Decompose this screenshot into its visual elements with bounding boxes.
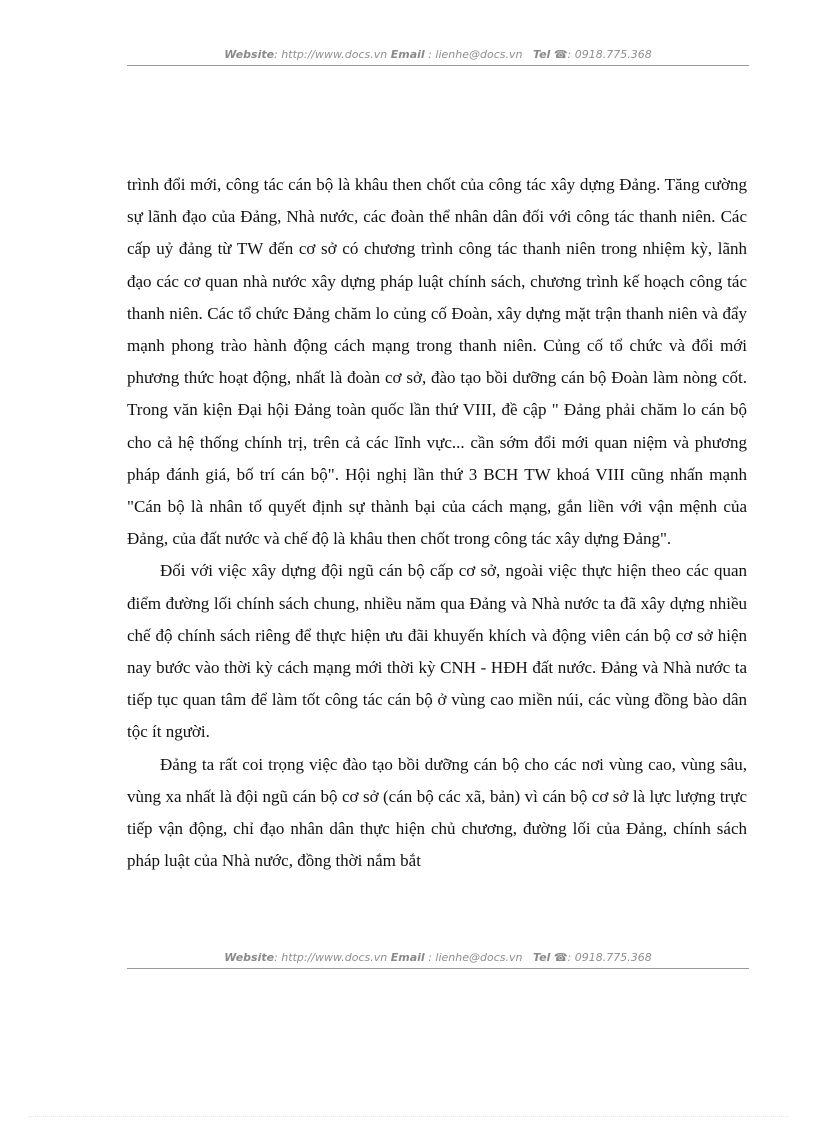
footer-website-label: Website	[224, 951, 275, 964]
footer-divider	[127, 968, 749, 969]
header-website-link[interactable]: : http://www.docs.vn	[274, 48, 388, 61]
footer-tel-label: Tel	[532, 951, 551, 964]
paragraph-training-cadres: Đảng ta rất coi trọng việc đào tạo bồi dưỡng cán bộ cho các nơi vùng cao, vùng sâu, vùng xa nhất là đội ngũ cán bộ cơ sở (cán bộ các xã, bản) vì cán bộ cơ sở là lực lượng trực tiếp vận động, chỉ đạo nhân dân thực hiện chủ chương, đường lối của Đảng, chính sách pháp luật của Nhà nước, đồng thời nắm bắt	[127, 754, 747, 871]
page-bottom-edge	[28, 1116, 788, 1117]
page-header	[127, 48, 749, 61]
header-website-label: Website	[224, 48, 275, 61]
header-email-label: Email	[390, 48, 425, 61]
phone-icon: ☎	[553, 48, 568, 61]
paragraph-grassroots-cadres: Đối với việc xây dựng đội ngũ cán bộ cấp cơ sở, ngoài việc thực hiện theo các quan điểm đường lối chính sách chung, nhiều năm qua Đảng và Nhà nước ta đã xây dựng nhiều chế độ chính sách riêng để thực hiện ưu đãi khuyến khích và động viên cán bộ cơ sở hiện nay bước vào thời kỳ cách mạng mới thời kỳ CNH - HĐH đất nước. Đảng và Nhà nước ta tiếp tục quan tâm để làm tốt công tác cán bộ ở vùng cao miền núi, các vùng đồng bào dân tộc ít người.	[127, 561, 747, 742]
paragraph-continuation: trình đổi mới, công tác cán bộ là khâu then chốt của công tác xây dựng Đảng. Tăng cường sự lãnh đạo của Đảng, Nhà nước, các đoàn thể nhân dân đối với công tác thanh niên. Các cấp uỷ đảng từ TW đến cơ sở có chương trình công tác thanh niên trong nhiệm kỳ, lãnh đạo các cơ quan nhà nước xây dựng pháp luật chính sách, chương trình kế hoạch công tác thanh niên. Các tổ chức Đảng chăm lo củng cố Đoàn, xây dựng mặt trận thanh niên và đẩy mạnh phong trào hành động cách mạng trong thanh niên. Củng cố tổ chức và đổi mới phương thức hoạt động, nhất là đoàn cơ sở, đào tạo bồi dưỡng cán bộ Đoàn làm nòng cốt. Trong văn kiện Đại hội Đảng toàn quốc lần thứ VIII, đề cập " Đảng phải chăm lo cán bộ cho cả hệ thống chính trị, trên cả các lĩnh vực... cần sớm đổi mới quan niệm và phương pháp đánh giá, bố trí cán bộ". Hội nghị lần thứ 3 BCH TW khoá VIII cũng nhấn mạnh "Cán bộ là nhân tố quyết định sự thành bại của cách mạng, gắn liền với vận mệnh của Đảng, của đất nước và chế độ là khâu then chốt trong công tác xây dựng Đảng".	[127, 175, 747, 549]
phone-icon: ☎	[553, 951, 568, 964]
footer-email-label: Email	[390, 951, 425, 964]
document-body	[127, 169, 747, 877]
footer-email-link[interactable]: : lienhe@docs.vn	[424, 951, 523, 964]
footer-website-link[interactable]: : http://www.docs.vn	[274, 951, 388, 964]
footer-tel-value: : 0918.775.368	[567, 951, 652, 964]
header-email-link[interactable]: : lienhe@docs.vn	[424, 48, 523, 61]
page-footer	[127, 951, 749, 964]
header-tel-value: : 0918.775.368	[567, 48, 652, 61]
header-tel-label: Tel	[532, 48, 551, 61]
header-divider	[127, 65, 749, 66]
